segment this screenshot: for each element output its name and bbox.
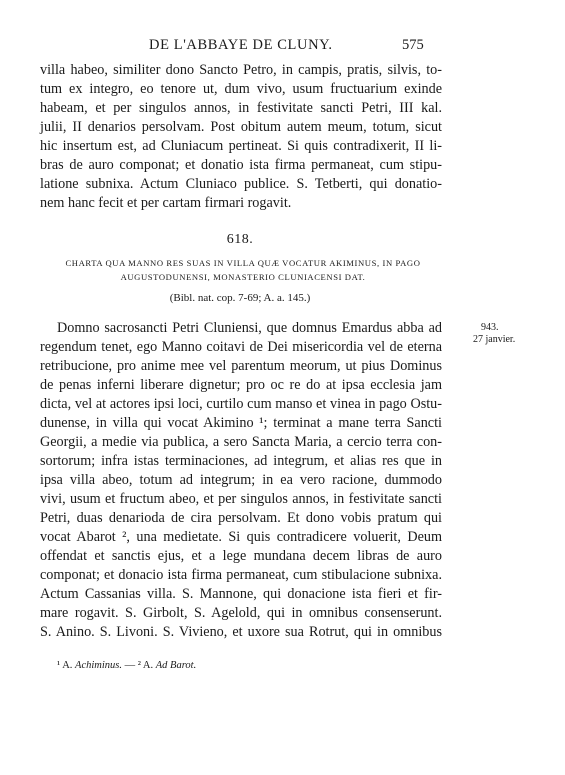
footnote-2-text: Ad Barot. bbox=[155, 660, 197, 671]
footnote-2-mark: ² A. bbox=[137, 660, 154, 671]
footnote-1-text: Achiminus. bbox=[75, 660, 122, 671]
text-line: vivi, usum et fructum abeo, et per singulos annos, in festivitate sancti bbox=[40, 491, 442, 507]
footnotes bbox=[57, 660, 196, 671]
text-line: regendum tenet, ego Manno coitavi de Dei misericordia vel de eterna bbox=[40, 339, 442, 355]
charter-title-line: AUGUSTODUNENSI, MONASTERIO CLUNIACENSI DAT. bbox=[120, 272, 366, 282]
text-line: villa habeo, similiter dono Sancto Petro, in campis, pratis, silvis, to- bbox=[40, 62, 442, 78]
page-header bbox=[40, 37, 440, 57]
footnote-separator: — bbox=[121, 660, 138, 671]
text-line: Actum Cassanias villa. S. Mannone, qui donacione ista fieri et fir- bbox=[40, 586, 442, 602]
text-line: latione subnixa. Actum Cluniaco publice. S. Tetberti, qui donatio- bbox=[40, 176, 442, 192]
text-line: vocat Abarot ², una medietate. Si quis contradicere voluerit, Deum bbox=[40, 529, 442, 545]
text-line: retribucione, pro anime mee vel parentum meorum, ut pius Dominus bbox=[40, 358, 442, 374]
footnote-1-mark: ¹ A. bbox=[57, 660, 73, 671]
text-line: Petri, duas denarioda de cira persolvam. Et dono vobis pratum qui bbox=[40, 510, 442, 526]
text-line: julii, II denarios persolvam. Post obitum autem meum, totum, sicut bbox=[40, 119, 442, 135]
charter-title-line: CHARTA QUA MANNO RES SUAS IN VILLA QUÆ VOCATUR AKIMINUS, IN PAGO bbox=[65, 258, 421, 268]
text-line: hic insertum est, ad Cluniacum pertineat. Si quis contradixerit, II li- bbox=[40, 138, 442, 154]
text-line: tum ex integro, eo tenore ut, dum vivo, usum fructuarium exinde bbox=[40, 81, 442, 97]
text-line: dunense, in villa qui vocat Akimino ¹; terminat a mane terra Sancti bbox=[40, 415, 442, 431]
text-line: Domno sacrosancti Petri Cluniensi, que domnus Emardus abba ad bbox=[57, 320, 442, 336]
charter-number: 618. bbox=[226, 232, 254, 247]
text-line: bras de auro componat; et donatio ista firma permaneat, cum stipu- bbox=[40, 157, 442, 173]
text-line: sortorum; infra istas terminaciones, ad integrum, et alias res que in bbox=[40, 453, 442, 469]
margin-date: 27 janvier. bbox=[473, 334, 516, 345]
text-line: S. Anino. S. Livoni. S. Vivieno, et uxore sua Rotrut, qui in omnibus bbox=[40, 624, 442, 640]
text-line: habeam, et per singulos annos, in festivitate sancti Petri, III kal. bbox=[40, 100, 442, 116]
running-head: DE L'ABBAYE DE CLUNY. bbox=[149, 37, 333, 53]
text-line: componat; et donacio ista firma permaneat, cum stibulacione subnixa. bbox=[40, 567, 442, 583]
page-number: 575 bbox=[402, 37, 424, 53]
text-line: nem hanc fecit et per cartam firmari rogavit. bbox=[40, 195, 292, 211]
text-line: offendat et sanctis ejus, et a lege mundana decem libras de auro bbox=[40, 548, 442, 564]
text-line: mare rogavit. S. Girbolt, S. Agelold, qui in omnibus consenserunt. bbox=[40, 605, 442, 621]
margin-year: 943. bbox=[481, 322, 499, 333]
text-line: dicta, vel at actores ipsi loci, curtilo cum manso et vinea in pago Ostu- bbox=[40, 396, 442, 412]
charter-source: (Bibl. nat. cop. 7-69; A. a. 145.) bbox=[169, 292, 311, 304]
text-line: Georgii, a medie via publica, a sero Sancta Maria, a cercio terra con- bbox=[40, 434, 442, 450]
text-line: ipsa villa abeo, totum ad integrum; in ea vero racione, dummodo bbox=[40, 472, 442, 488]
text-line: de penas inferni liberare dignetur; pro oc re do at ipsa ecclesia jam bbox=[40, 377, 442, 393]
